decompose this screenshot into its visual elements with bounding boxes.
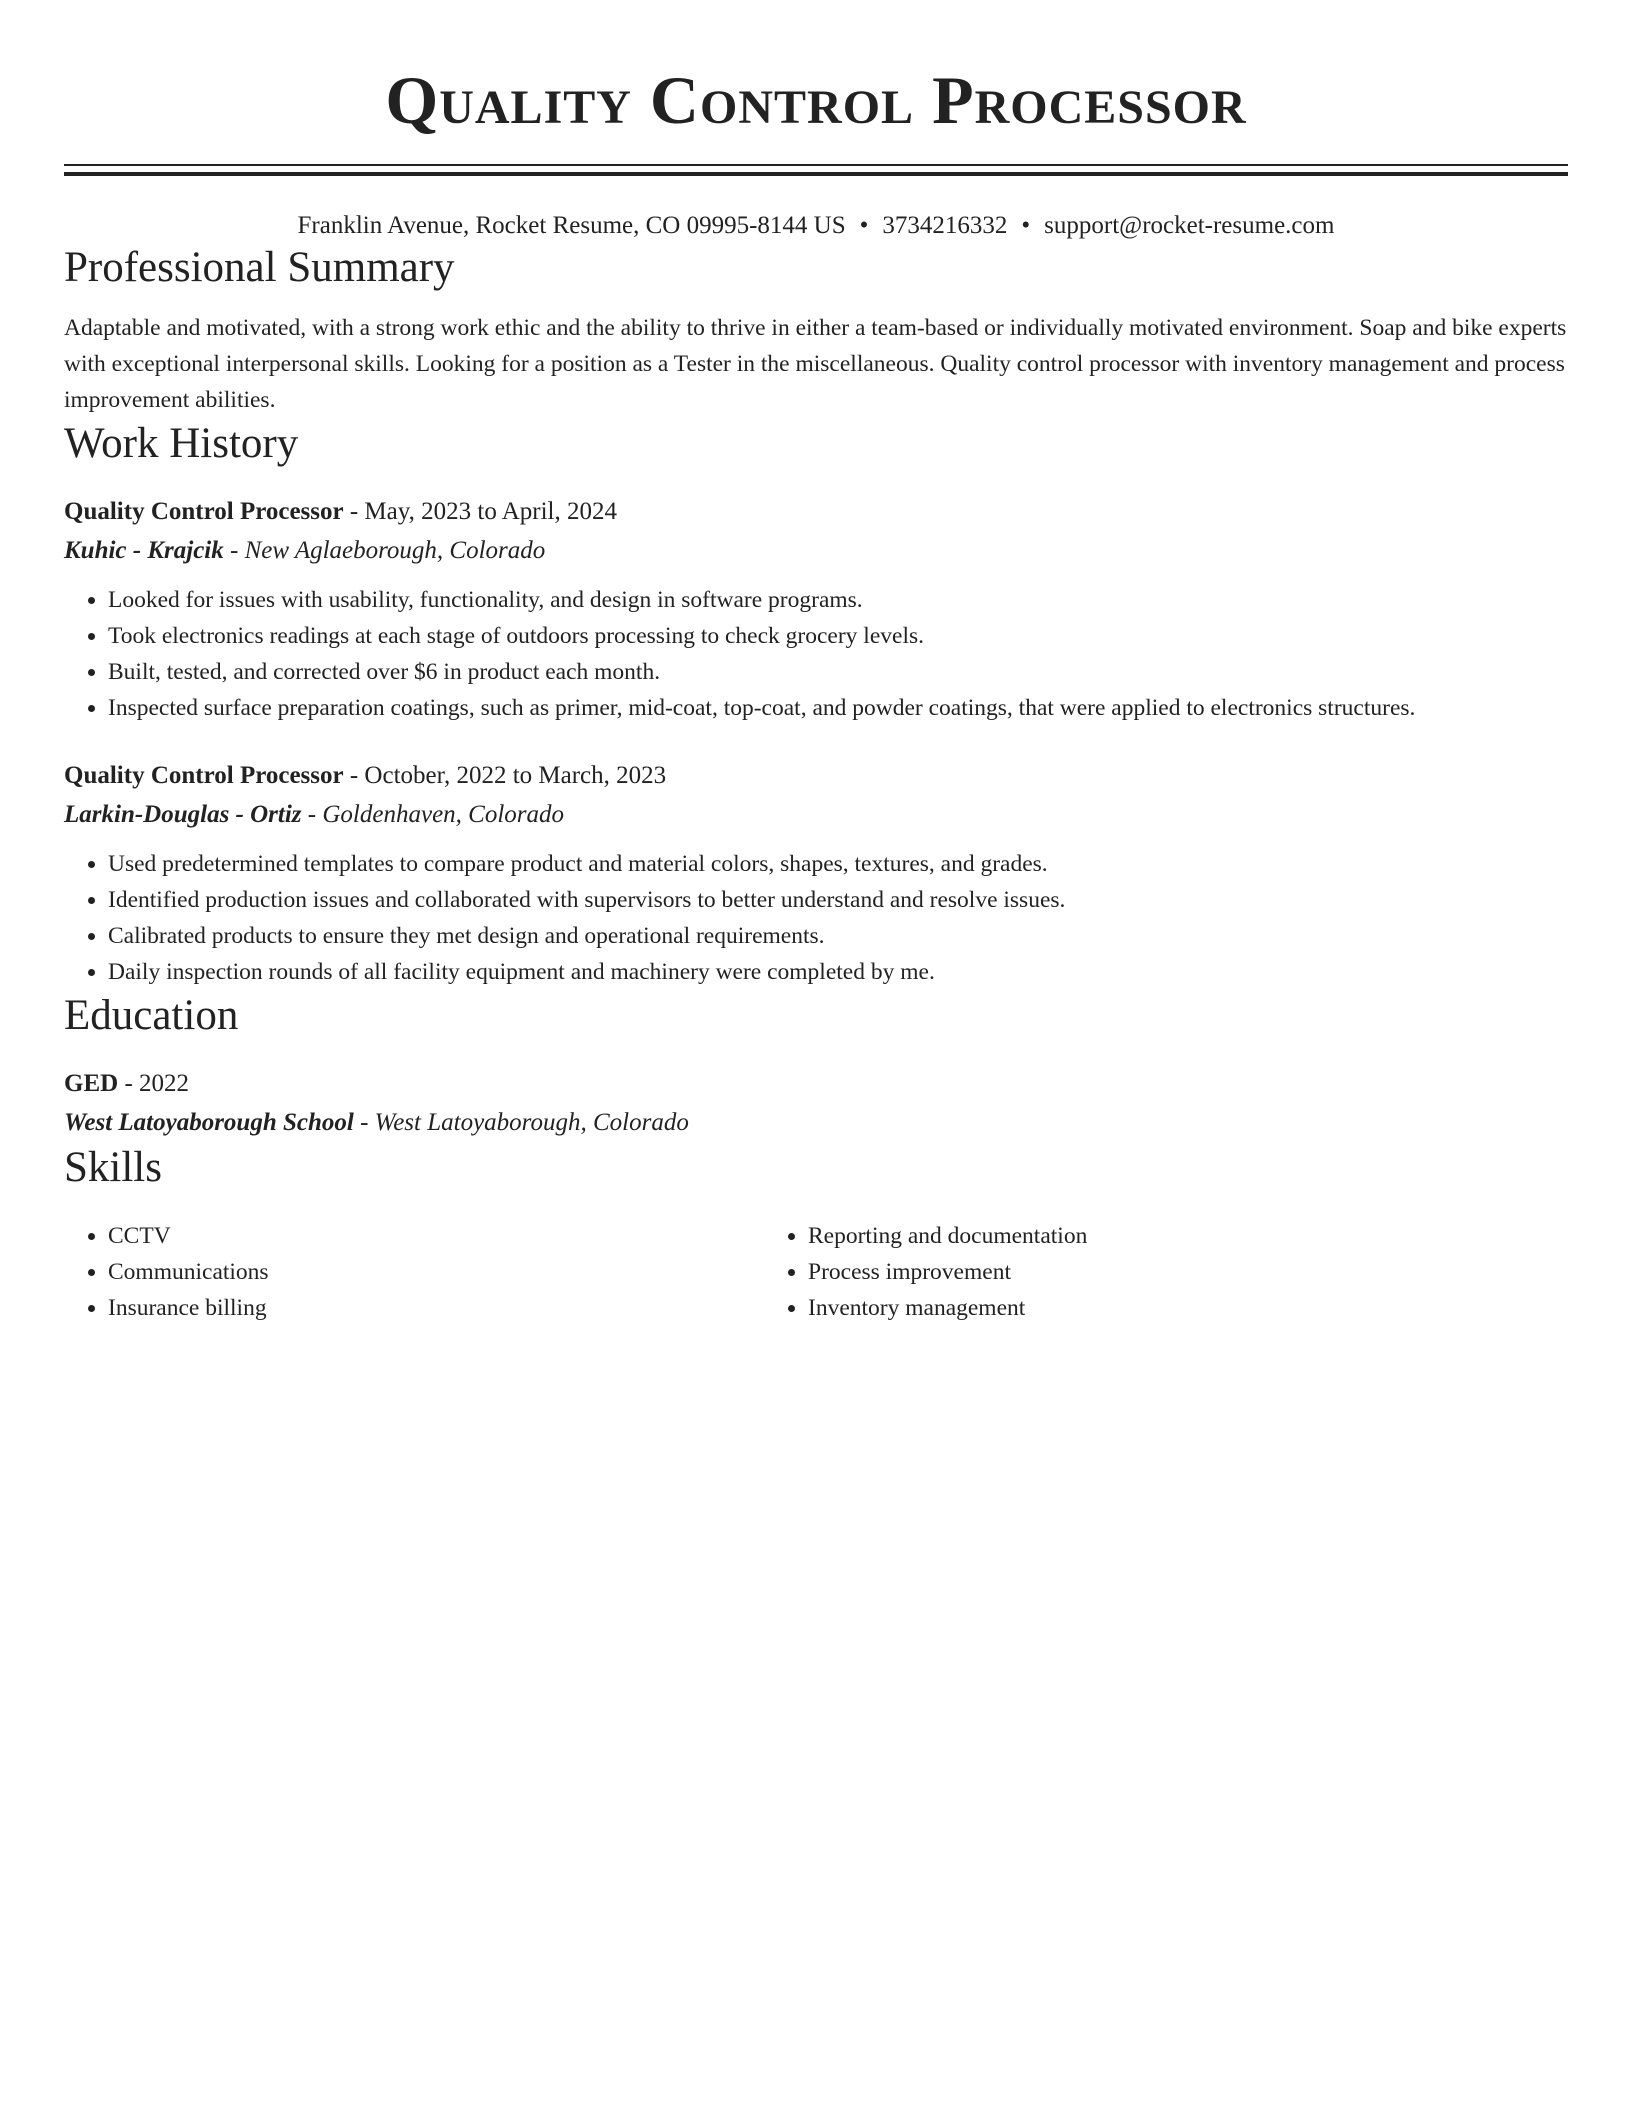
job-bullet: • Took electronics readings at each stage of outdoors processing to check grocery levels. [108, 618, 1568, 654]
skill-item: • Communications [108, 1254, 764, 1290]
job-bullet: • Daily inspection rounds of all facility equipment and machinery were completed by me. [108, 954, 1568, 990]
employer-name: Larkin-Douglas - Ortiz [64, 801, 302, 828]
job-dates: - October, 2022 to March, 2023 [343, 762, 667, 789]
job-bullet: • Looked for issues with usability, functionality, and design in software programs. [108, 582, 1568, 618]
skill-item: • Insurance billing [108, 1290, 764, 1326]
job-title: Quality Control Processor [64, 762, 344, 789]
employer-name: Kuhic - Krajcik [64, 537, 224, 564]
education-heading: Education [64, 992, 239, 1039]
summary-heading: Professional Summary [64, 244, 455, 291]
degree-line [64, 1064, 1568, 1104]
job-bullets [64, 582, 1568, 726]
skill-item: • CCTV [108, 1218, 764, 1254]
skills-column-1 [64, 1218, 764, 1326]
skill-item: • Inventory management [808, 1290, 1364, 1326]
job-bullet: • Identified production issues and collaborated with supervisors to better understand and resolve issues. [108, 882, 1568, 918]
degree-name: GED [64, 1070, 119, 1097]
job-dates: - May, 2023 to April, 2024 [343, 498, 617, 525]
resume-title: Quality Control Processor [385, 62, 1247, 138]
education-entry [64, 1064, 1568, 1142]
job-bullet: • Inspected surface preparation coatings, such as primer, mid-coat, top-coat, and powder coatings, that were applied to electronics structures. [108, 690, 1568, 726]
job-title-line [64, 492, 1568, 532]
job-bullet: • Built, tested, and corrected over $6 in product each month. [108, 654, 1568, 690]
title-divider-thin [64, 164, 1568, 166]
skills-list [64, 1218, 1568, 1326]
school-line [64, 1104, 1568, 1142]
skills-heading: Skills [64, 1144, 162, 1191]
job-bullet: • Used predetermined templates to compare product and material colors, shapes, textures, and grades. [108, 846, 1568, 882]
contact-separator: • [1021, 212, 1031, 239]
job-entry [64, 756, 1568, 990]
job-entry [64, 492, 1568, 726]
contact-separator: • [859, 212, 869, 239]
contact-address: Franklin Avenue, Rocket Resume, CO 09995-8144 US [297, 212, 846, 239]
summary-text: Adaptable and motivated, with a strong work ethic and the ability to thrive in either a team-based or individually motivated environment. Soap and bike experts with exceptional interpersonal skills. Looking for a position as a Tester in the miscellaneous. Quality control processor with inventory management and process improvement abilities. [64, 315, 1567, 413]
school-name: West Latoyaborough School [64, 1109, 354, 1136]
contact-email: support@rocket-resume.com [1044, 212, 1335, 239]
employer-location: - New Aglaeborough, Colorado [223, 537, 546, 564]
job-bullet: • Calibrated products to ensure they met design and operational requirements. [108, 918, 1568, 954]
job-bullets [64, 846, 1568, 990]
employer-location: - Goldenhaven, Colorado [301, 801, 565, 828]
skill-item: • Reporting and documentation [808, 1218, 1364, 1254]
job-title-line [64, 756, 1568, 796]
school-location: - West Latoyaborough, Colorado [353, 1109, 689, 1136]
employer-line [64, 532, 1568, 570]
skill-item: • Process improvement [808, 1254, 1364, 1290]
degree-year: - 2022 [118, 1070, 190, 1097]
contact-line [64, 210, 1568, 242]
work-history-heading: Work History [64, 420, 299, 467]
skills-column-2 [764, 1218, 1364, 1326]
employer-line [64, 796, 1568, 834]
job-title: Quality Control Processor [64, 498, 344, 525]
contact-phone: 3734216332 [882, 212, 1008, 239]
title-divider-thick [64, 172, 1568, 176]
